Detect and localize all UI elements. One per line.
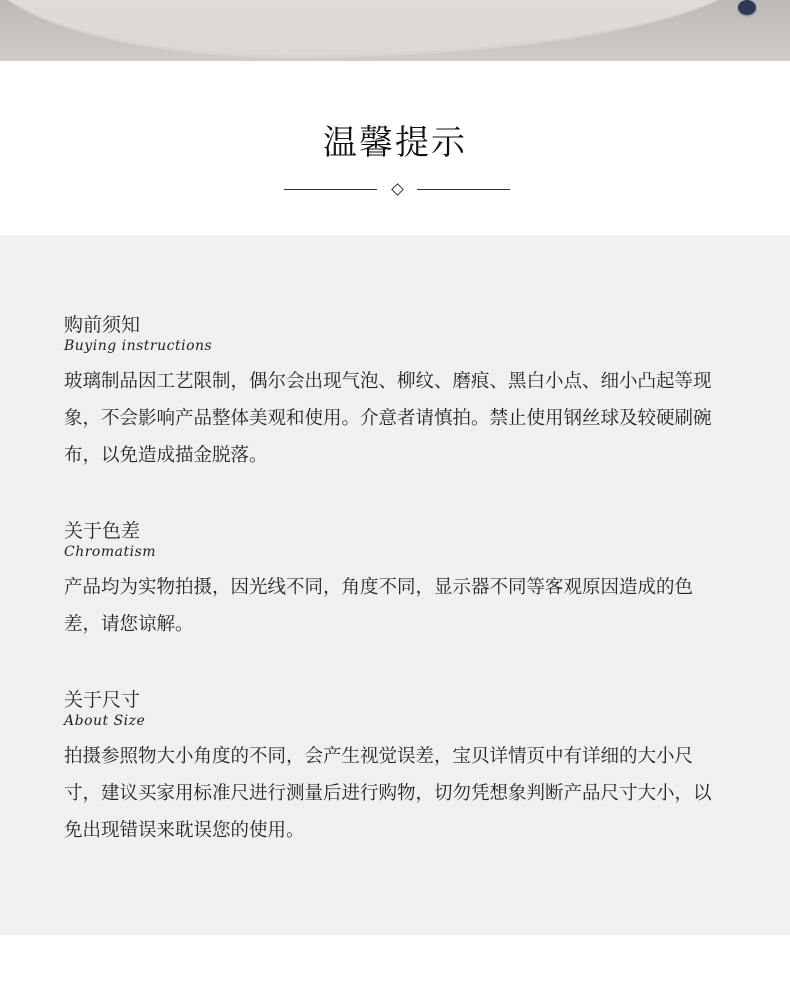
section-subtitle: Buying instructions bbox=[64, 338, 213, 354]
section-body: 玻璃制品因工艺限制，偶尔会出现气泡、柳纹、磨痕、黑白小点、细小凸起等现象，不会影响产品整体美观和使用。介意者请慎拍。禁止使用钢丝球及较硬刷碗布，以免造成描金脱落。 bbox=[64, 371, 712, 466]
section-buying-instructions bbox=[64, 313, 734, 474]
section-title: 购前须知 bbox=[64, 314, 141, 336]
page-title: 温馨提示 bbox=[323, 123, 467, 163]
section-subtitle: About Size bbox=[64, 713, 146, 729]
title-divider bbox=[0, 180, 790, 200]
section-title: 关于色差 bbox=[64, 520, 141, 542]
section-subtitle: Chromatism bbox=[64, 544, 157, 560]
lid-knob-image bbox=[738, 0, 756, 15]
divider-line-right bbox=[417, 189, 510, 190]
section-about-size bbox=[64, 688, 734, 849]
divider-line-left bbox=[284, 189, 377, 190]
section-body: 拍摄参照物大小角度的不同，会产生视觉误差，宝贝详情页中有详细的大小尺寸，建议买家用标准尺进行测量后进行购物，切勿凭想象判断产品尺寸大小，以免出现错误来耽误您的使用。 bbox=[64, 746, 712, 841]
section-body: 产品均为实物拍摄，因光线不同，角度不同，显示器不同等客观原因造成的色差，请您谅解。 bbox=[64, 577, 694, 635]
product-photo-crop bbox=[0, 0, 790, 61]
notice-panel bbox=[0, 235, 790, 935]
section-chromatism bbox=[64, 519, 734, 643]
diamond-icon bbox=[391, 183, 404, 196]
plate-image bbox=[0, 0, 760, 58]
section-title: 关于尺寸 bbox=[64, 689, 141, 711]
